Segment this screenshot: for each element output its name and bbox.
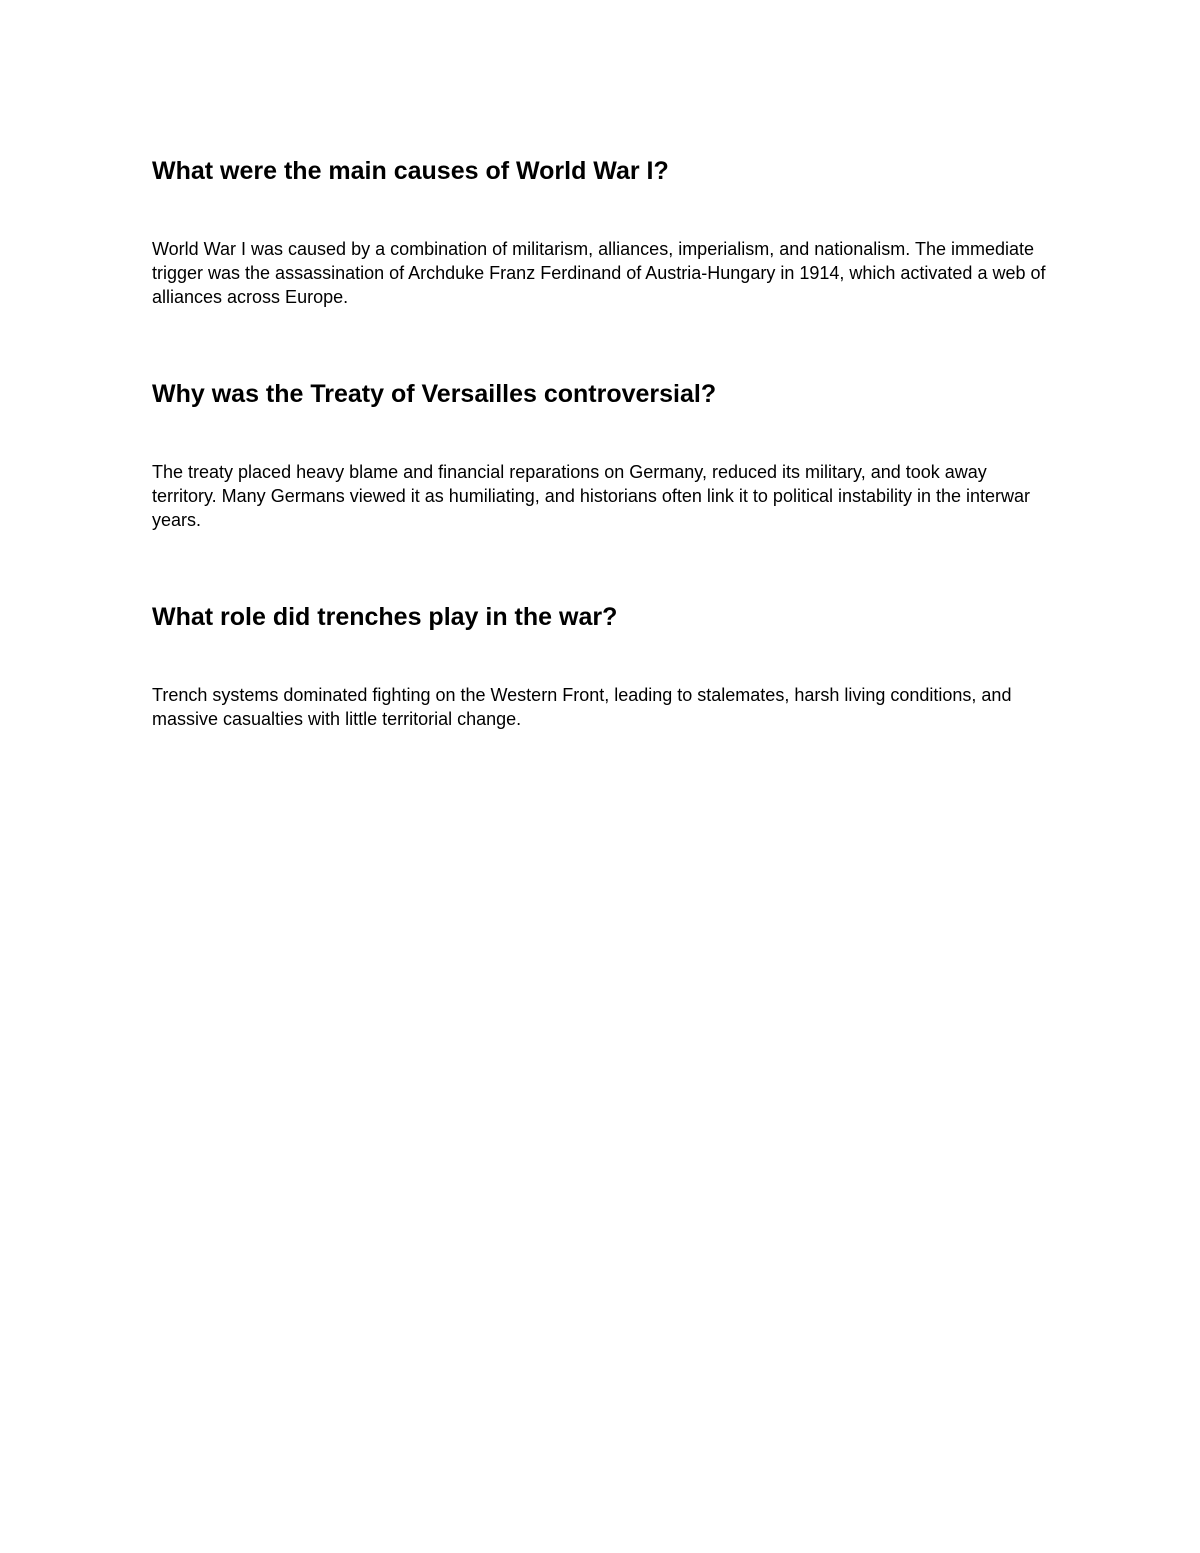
question-heading: What role did trenches play in the war? xyxy=(152,603,618,631)
qa-section xyxy=(152,155,1052,309)
question-heading: Why was the Treaty of Versailles controversial? xyxy=(152,380,717,408)
answer-paragraph: World War I was caused by a combination of militarism, alliances, imperialism, and nationalism. The immediate trigger was the assassination of Archduke Franz Ferdinand of Austria-Hungary in 1914, which activated a web of alliances across Europe. xyxy=(152,239,1046,307)
qa-section xyxy=(152,601,1052,731)
question-heading: What were the main causes of World War I? xyxy=(152,157,669,185)
answer-paragraph: The treaty placed heavy blame and financial reparations on Germany, reduced its military, and took away territory. Many Germans viewed it as humiliating, and historians often link it to political instability in the interwar years. xyxy=(152,462,1031,530)
answer-paragraph: Trench systems dominated fighting on the Western Front, leading to stalemates, harsh living conditions, and massive casualties with little territorial change. xyxy=(152,685,1012,729)
qa-section xyxy=(152,378,1052,532)
